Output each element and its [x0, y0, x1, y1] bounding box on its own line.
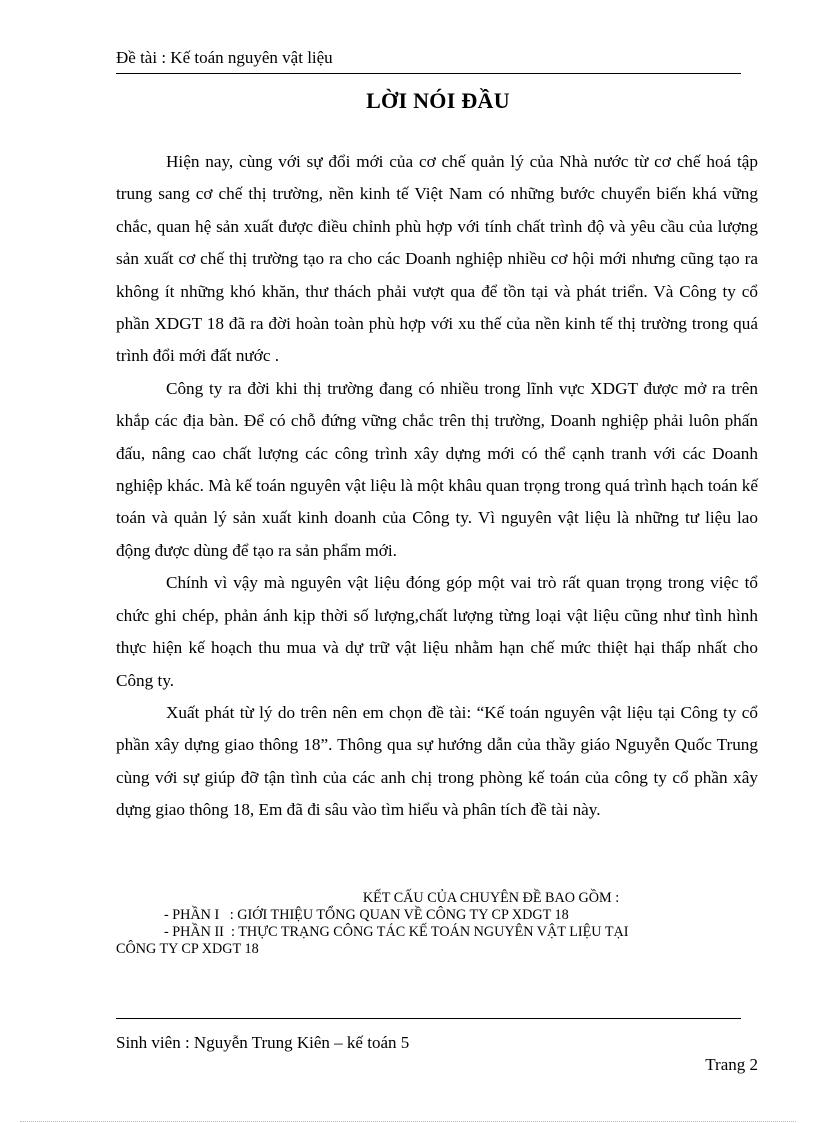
body-text [116, 146, 758, 827]
structure-title: KẾT CẤU CỦA CHUYÊN ĐỀ BAO GỒM : [362, 890, 620, 906]
paragraph-2: Công ty ra đời khi thị trường đang có nhiều trong lĩnh vực XDGT được mở ra trên khắp các địa bàn. Để có chỗ đứng vững chắc trên thị trường, Doanh nghiệp phải luôn phấn đấu, nâng cao chất lượng các công trình xây dựng mới có thể cạnh tranh với các Doanh nghiệp khác. Mà kế toán nguyên vật liệu là một khâu quan trọng trong quá trình hạch toán kế toán và quản lý sản xuất kinh doanh của Công ty. Vì nguyên vật liệu là những tư liệu lao động được dùng để tạo ra sản phẩm mới. [116, 378, 758, 560]
structure-part-2: - PHẦN II : THỰC TRẠNG CÔNG TÁC KẾ TOÁN NGUYÊN VẬT LIỆU TẠI [164, 924, 629, 940]
paragraph-3: Chính vì vậy mà nguyên vật liệu đóng góp một vai trò rất quan trọng trong việc tổ chức ghi chép, phản ánh kịp thời số lượng,chất lượng từng loại vật liệu cũng như tình hình thực hiện kế hoạch thu mua và dự trữ vật liệu nhằm hạn chế mức thiệt hại thấp nhất cho Công ty. [116, 573, 758, 690]
header-divider [116, 73, 741, 74]
footer-student: Sinh viên : Nguyễn Trung Kiên – kế toán 5 [116, 1033, 410, 1052]
structure-part-2-continued: CÔNG TY CP XDGT 18 [116, 941, 259, 957]
paragraph-1: Hiện nay, cùng với sự đổi mới của cơ chế quản lý của Nhà nước từ cơ chế hoá tập trung sang cơ chế thị trường, nền kinh tế Việt Nam có những bước chuyển biến khá vững chắc, quan hệ sản xuất được điều chỉnh phù hợp với tính chất trình độ và yêu cầu của lượng sản xuất cơ chế thị trường tạo ra cho các Doanh nghiệp nhiều cơ hội mới nhưng cũng tạo ra không ít những khó khăn, thư thách phải vượt qua để tồn tại và phát triển. Và Công ty cổ phần XDGT 18 đã ra đời hoàn toàn phù hợp với xu thế của nền kinh tế thị trường trong quá trình đổi mới đất nước . [116, 152, 758, 366]
structure-part-1: - PHẦN I : GIỚI THIỆU TỔNG QUAN VỀ CÔNG TY CP XDGT 18 [164, 907, 569, 923]
structure-section [116, 890, 758, 958]
page-title: LỜI NÓI ĐẦU [366, 88, 510, 113]
footer-divider [116, 1018, 741, 1019]
page-number: Trang 2 [705, 1055, 758, 1074]
page-bottom-border [20, 1121, 796, 1122]
paragraph-4: Xuất phát từ lý do trên nên em chọn đề tài: “Kế toán nguyên vật liệu tại Công ty cổ phần xây dựng giao thông 18”. Thông qua sự hướng dẫn của thầy giáo Nguyễn Quốc Trung cùng với sự giúp đỡ tận tình của các anh chị trong phòng kế toán của công ty cổ phần xây dựng giao thông 18, Em đã đi sâu vào tìm hiểu và phân tích đề tài này. [116, 702, 758, 820]
document-header-title: Đề tài : Kế toán nguyên vật liệu [116, 48, 333, 67]
